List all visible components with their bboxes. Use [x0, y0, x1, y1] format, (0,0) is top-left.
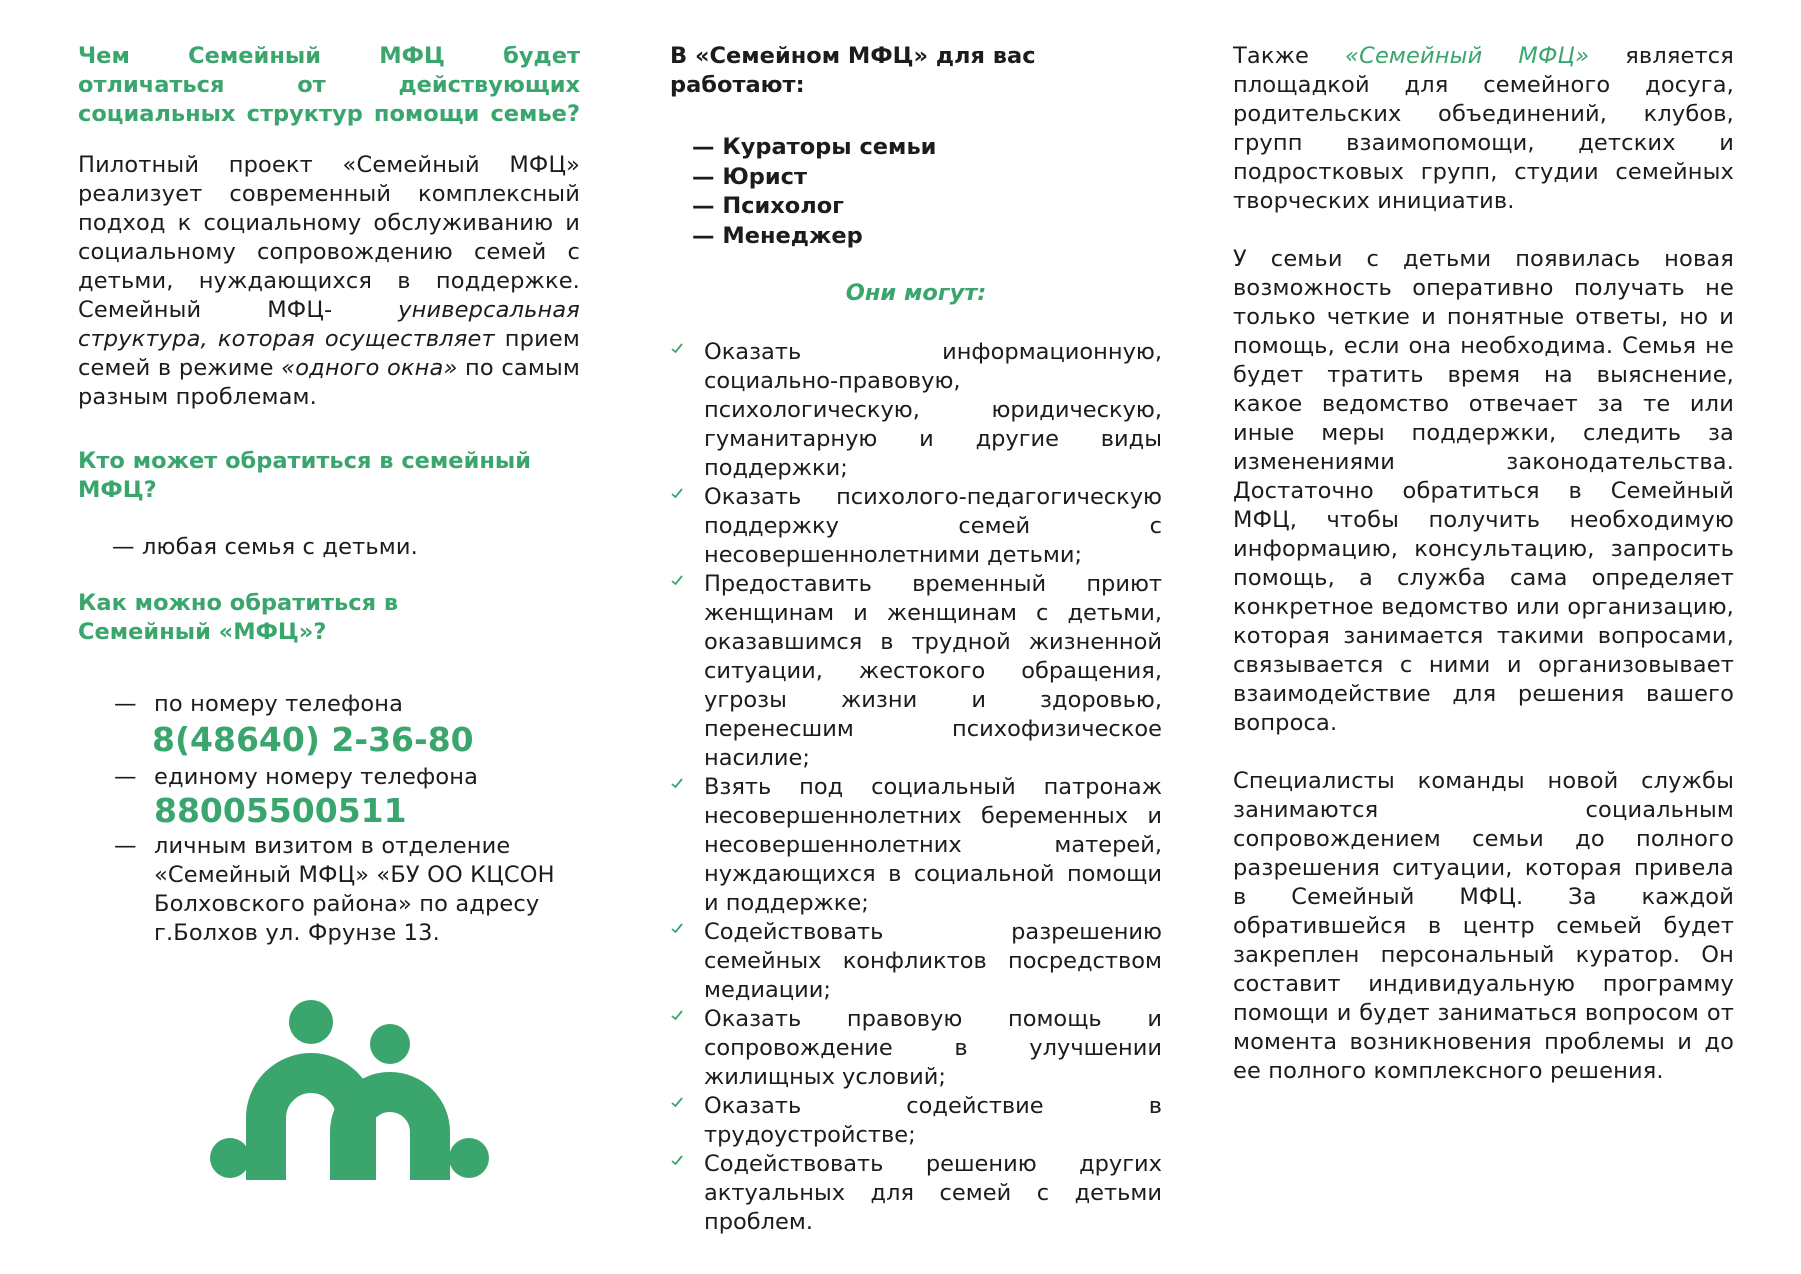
question-differences-text	[78, 151, 580, 412]
family-logo-icon	[210, 1000, 492, 1180]
action-item	[670, 1150, 1162, 1237]
question-differences-title: Чем Семейный МФЦ будет отличаться от действующих социальных структур помощи семье?	[78, 43, 580, 127]
contact-way-label: единому номеру телефона	[154, 764, 479, 790]
action-text: Оказать содействие в трудоустройстве;	[704, 1093, 1162, 1148]
checkmark-icon	[670, 486, 684, 500]
phone-number-local[interactable]: 8(48640) 2-36-80	[152, 720, 474, 759]
opportunity-paragraph: У семьи с детьми появилась новая возможность оперативно получать не только четкие и понятные ответы, но и помощь, если она необходима. Семья не будет тратить время на выяснение, какое ведомство отвечает за те или иные меры поддержки, следить за изменениями законодательства. Достаточно обратиться в Семейный МФЦ, чтобы получить необходимую информацию, консультацию, запросить помощь, а служба сама определяет конкретное ведомство или организацию, которая занимается такими вопросами, связывается с ними и организовывает взаимодействие для решения вашего вопроса.	[1233, 246, 1734, 736]
action-text: Содействовать решению других актуальных для семей с детьми проблем.	[704, 1151, 1162, 1235]
action-item	[670, 918, 1162, 1005]
checkmark-icon	[670, 921, 684, 935]
checkmark-icon	[670, 573, 684, 587]
action-text: Содействовать разрешению семейных конфликтов посредством медиации;	[704, 919, 1162, 1003]
action-text: Предоставить временный приют женщинам и женщинам с детьми, оказавшимся в трудной жизненной ситуации, жестокого обращения, угрозы жизни и здоровью, перенесшим психофизическое насилие;	[704, 571, 1162, 771]
question-how-title: Как можно обратиться в Семейный «МФЦ»?	[78, 590, 399, 645]
leisure-text-part: является площадкой для семейного досуга, родительских объединений, клубов, групп взаимопомощи, детских и подростковых групп, студии семейных творческих инициатив.	[1233, 43, 1734, 214]
leisure-paragraph	[1233, 42, 1734, 216]
question-who-title: Кто может обратиться в семейный МФЦ?	[78, 448, 531, 503]
specialists-title: В «Семейном МФЦ» для вас работают:	[670, 43, 1036, 98]
leisure-text-italic: «Семейный МФЦ»	[1345, 43, 1590, 69]
specialist-item: — Юрист	[692, 163, 807, 190]
dash: —	[114, 764, 137, 790]
leisure-text-part: Также	[1233, 43, 1346, 69]
specialists-list	[692, 133, 1162, 251]
who-answer: — любая семья с детьми.	[112, 534, 418, 560]
column-middle	[670, 42, 1162, 1237]
specialist-item: — Психолог	[692, 193, 844, 219]
differences-text-part: Пилотный проект «Семейный МФЦ» реализует современный комплексный подход к социальному обслуживанию и социальному сопровождению семей с детьми, нуждающихся в поддержке. Семейный МФЦ-	[78, 152, 580, 323]
differences-text-italic: универсальная структура, которая осуществляет	[78, 297, 580, 352]
action-text: Взять под социальный патронаж несовершеннолетних беременных и несовершеннолетних матерей, нуждающихся в социальной помощи и поддержке;	[704, 774, 1162, 916]
checkmark-icon	[670, 776, 684, 790]
contact-way-hotline	[78, 763, 580, 792]
action-text: Оказать правовую помощь и сопровождение в улучшении жилищных условий;	[704, 1006, 1162, 1090]
contact-way-visit	[78, 832, 580, 948]
column-left	[78, 42, 580, 948]
phone-number-hotline[interactable]: 88005500511	[154, 791, 407, 830]
differences-text-italic: «одного окна»	[281, 355, 458, 381]
checkmark-icon	[670, 1008, 684, 1022]
contact-way-address: личным визитом в отделение «Семейный МФЦ» «БУ ОО КЦСОН Болховского района» по адресу г.Болхов ул. Фрунзе 13.	[154, 833, 555, 946]
checkmark-icon	[670, 341, 684, 355]
dash: —	[114, 691, 137, 717]
they-can-title: Они могут:	[845, 280, 987, 306]
specialists-paragraph: Специалисты команды новой службы занимаются социальным сопровождением семьи до полного разрешения ситуации, которая привела в Семейный МФЦ. За каждой обратившейся в центр семьей будет закреплен персональный куратор. Он составит индивидуальную программу помощи и будет заниматься вопросом от момента возникновения проблемы и до ее полного комплексного решения.	[1233, 768, 1734, 1084]
dash: —	[114, 833, 137, 859]
action-item	[670, 483, 1162, 570]
actions-list	[670, 338, 1162, 1237]
column-right	[1233, 42, 1734, 1086]
action-text: Оказать информационную, социально-правовую, психологическую, юридическую, гуманитарную и другие виды поддержки;	[704, 339, 1162, 481]
checkmark-icon	[670, 1095, 684, 1109]
action-text: Оказать психолого-педагогическую поддержку семей с несовершеннолетними детьми;	[704, 484, 1162, 568]
contact-way-label: по номеру телефона	[154, 691, 404, 717]
differences-text-part: прием семей в режиме	[78, 326, 580, 381]
differences-text-part: по самым разным проблемам.	[78, 355, 580, 410]
checkmark-icon	[670, 1153, 684, 1167]
action-item	[670, 1005, 1162, 1092]
action-item	[670, 1092, 1162, 1150]
specialist-item: — Менеджер	[692, 222, 863, 249]
action-item	[670, 570, 1162, 773]
action-item	[670, 773, 1162, 918]
specialist-item: — Кураторы семьи	[692, 134, 937, 160]
contact-way-phone	[78, 690, 580, 719]
action-item	[670, 338, 1162, 483]
